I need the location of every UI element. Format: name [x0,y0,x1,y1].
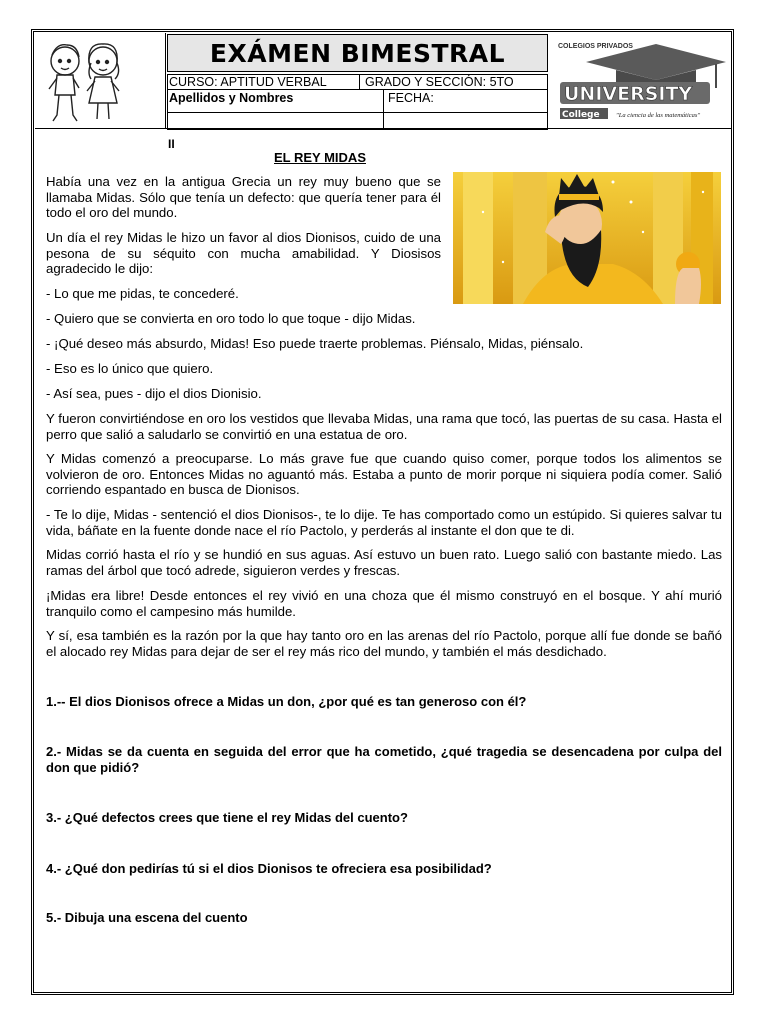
story-paragraph: - Así sea, pues - dijo el dios Dionisio. [46,386,262,401]
question-3: 3.- ¿Qué defectos crees que tiene el rey Midas del cuento? [46,810,408,825]
king-midas-illustration [453,172,721,304]
divider [168,112,547,113]
section-numeral: II [168,137,175,151]
course-grade-row [167,74,548,90]
story-paragraph: Había una vez en la antigua Grecia un rey muy bueno que se llamaba Midas. Sólo que tenía un defecto: que quería tener para él todo el oro del mundo. [46,174,441,221]
story-paragraph: Y sí, esa también es la razón por la que hay tanto oro en las arenas del río Pactolo, porque allí fue donde se bañó el alocado rey Midas para dejar de ser el rey más rico del mundo, y también el más desdichado. [46,628,722,659]
question-4: 4.- ¿Qué don pedirías tú si el dios Dionisos te ofreciera esa posibilidad? [46,861,492,876]
story-paragraph: Midas corrió hasta el río y se hundió en sus aguas. Así estuvo un buen rato. Luego salió con bastante miedo. Las ramas del árbol que tocó adrede, siguieron verdes y frescas. [46,547,722,578]
story-paragraph: Y fueron convirtiéndose en oro los vestidos que llevaba Midas, una rama que tocó, las puertas de su casa. Hasta el perro que salió a saludarlo se convirtió en una estatua de oro. [46,411,722,442]
story-paragraph: - Eso es lo único que quiero. [46,361,214,376]
date-label: FECHA: [388,91,434,105]
exam-title: EXÁMEN BIMESTRAL [167,34,548,72]
logo-top-text: COLEGIOS PRIVADOS [558,43,633,50]
logo-slogan: "La ciencia de las matemáticas" [616,112,701,119]
story-paragraph: - ¡Qué deseo más absurdo, Midas! Eso puede traerte problemas. Piénsalo, Midas, piénsalo. [46,336,584,351]
story-paragraph: - Te lo dije, Midas - sentenció el dios Dionisos-, te lo dije. Te has comportado como un estúpido. Si quieres salvar tu vida, báñate en la fuente donde nace el río Pactolo, y perderás al instante el don que te di. [46,507,722,538]
header-divider [35,128,732,129]
name-label: Apellidos y Nombres [169,91,294,105]
question-1: 1.-- El dios Dionisos ofrece a Midas un don, ¿por qué es tan generoso con él? [46,694,527,709]
divider [383,90,384,129]
story-paragraph: Un día el rey Midas le hizo un favor al dios Dionisos, cuido de una pesona de su séquito con mucha amabilidad. Y Diosisos agradecido le dijo: [46,230,441,277]
logo-sub-brand: College [562,110,600,120]
question-5: 5.- Dibuja una escena del cuento [46,910,248,925]
story-paragraph: ¡Midas era libre! Desde entonces el rey vivió en una choza que él mismo construyó en el bosque. Y ahí murió tranquilo como el campesino más humilde. [46,588,722,619]
story-paragraph: - Lo que me pidas, te concederé. [46,286,239,301]
student-info-row [167,90,548,130]
story-title: EL REY MIDAS [274,150,366,165]
story-paragraph: Y Midas comenzó a preocuparse. Lo más grave fue que cuando quiso comer, porque todos los alimentos se volvieron de oro. Entonces Midas no aguantó más. Estaba a punto de morir porque ni siquiera podía comer. Salió corriendo espantado en busca de Dionisos. [46,451,722,498]
grade-label: GRADO Y SECCIÓN: 5TO [365,75,514,89]
question-2: 2.- Midas se da cuenta en seguida del error que ha cometido, ¿qué tragedia se desencadena por culpa del don que pidió? [46,744,722,775]
school-logo [556,38,728,126]
kids-illustration [35,33,166,128]
logo-brand: UNIVERSITY [564,83,693,105]
course-label: CURSO: APTITUD VERBAL [168,75,360,89]
story-paragraph: - Quiero que se convierta en oro todo lo que toque - dijo Midas. [46,311,416,326]
